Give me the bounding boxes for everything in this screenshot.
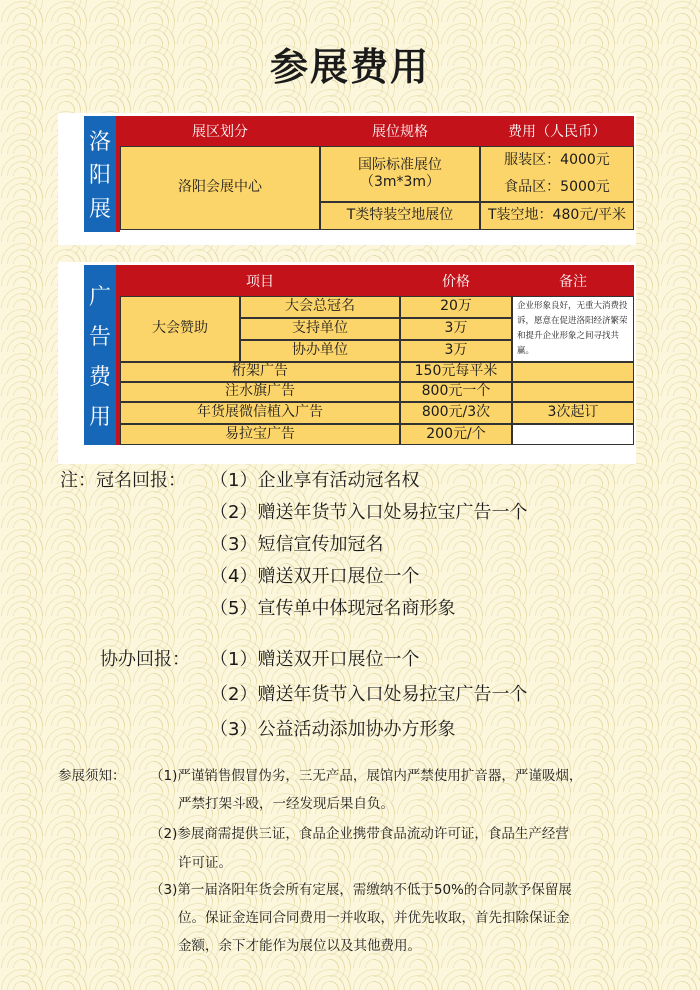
side-char: 告 [88,324,111,350]
rules-label: 参展须知： [58,768,126,784]
ads-side-label [84,265,120,445]
sponsor-price: 20万 [400,296,512,318]
coorg-label: 协办回报： [100,649,190,670]
side-char: 费 [88,364,111,390]
ad-item: 年货展微信植入广告 [120,402,400,424]
sponsor-price: 3万 [400,340,512,362]
page-title: 参展费用 [269,45,430,89]
sponsor-group-cell: 大会赞助 [120,296,240,362]
side-char: 用 [88,404,111,430]
spec-standard-line2: （3m*3m） [359,174,441,190]
ad-remark: 3次起订 [512,402,634,424]
ad-price: 800元一个 [400,382,512,402]
rule-line: 严禁打架斗殴，一经发现后果自负。 [178,796,394,812]
side-char: 展 [88,196,111,222]
fee-standard-cell [480,146,634,202]
fee-food: 食品区：5000元 [504,178,610,195]
naming-label: 注：冠名回报： [60,470,186,491]
sponsor-item: 支持单位 [240,318,400,340]
ad-item: 桁架广告 [120,362,400,382]
ad-remark [512,362,634,382]
rule-line: 金额，余下才能作为展位以及其他费用。 [178,938,421,954]
col-header-item: 项目 [120,265,400,296]
ad-remark [512,424,634,445]
ad-price: 200元/个 [400,424,512,445]
sponsor-remark-cell: 企业形象良好，无重大消费投诉，愿意在促进洛阳经济繁荣和提升企业形象之间寻找共赢。 [512,296,634,362]
ad-item: 注水旗广告 [120,382,400,402]
ad-item: 易拉宝广告 [120,424,400,445]
sponsor-item: 协办单位 [240,340,400,362]
naming-item: （5）宣传单中体现冠名商形象 [210,598,456,619]
sponsor-price: 3万 [400,318,512,340]
col-header-fee: 费用（人民币） [480,116,634,146]
rule-line: 位。保证金连同合同费用一并收取，并优先收取，首先扣除保证金 [178,910,570,926]
rule-line: （3)第一届洛阳年货会所有定展，需缴纳不低于50%的合同款予保留展 [150,882,572,898]
rule-line: 许可证。 [178,855,232,871]
ad-price: 800元/3次 [400,402,512,424]
rule-line: （2)参展商需提供三证，食品企业携带食品流动许可证，食品生产经营 [150,826,569,842]
side-char: 广 [88,284,111,310]
naming-item: （2）赠送年货节入口处易拉宝广告一个 [210,502,528,523]
col-header-spec: 展位规格 [320,116,480,146]
ad-price: 150元每平米 [400,362,512,382]
luoyang-side-label [84,116,120,232]
fee-t-cell: T装空地：480元/平米 [480,202,634,230]
spec-standard-line1: 国际标准展位 [358,156,442,173]
fee-clothing: 服装区：4000元 [504,151,610,168]
side-char: 洛 [88,130,111,156]
naming-item: （4）赠送双开口展位一个 [210,566,420,587]
spec-t-cell: T类特装空地展位 [320,202,480,230]
ad-remark [512,382,634,402]
coorg-item: （3）公益活动添加协办方形象 [210,719,456,740]
coorg-item: （2）赠送年货节入口处易拉宝广告一个 [210,684,528,705]
spec-standard-cell [320,146,480,202]
col-header-zone: 展区划分 [120,116,320,146]
col-header-remark: 备注 [512,265,634,296]
naming-item: （1）企业享有活动冠名权 [210,470,420,491]
rule-line: （1)严谨销售假冒伪劣，三无产品，展馆内严禁使用扩音器，严谨吸烟， [150,768,583,784]
naming-item: （3）短信宣传加冠名 [210,534,384,555]
side-char: 阳 [88,163,111,189]
col-header-price: 价格 [400,265,512,296]
sponsor-item: 大会总冠名 [240,296,400,318]
zone-cell: 洛阳会展中心 [120,146,320,230]
coorg-item: （1）赠送双开口展位一个 [210,649,420,670]
